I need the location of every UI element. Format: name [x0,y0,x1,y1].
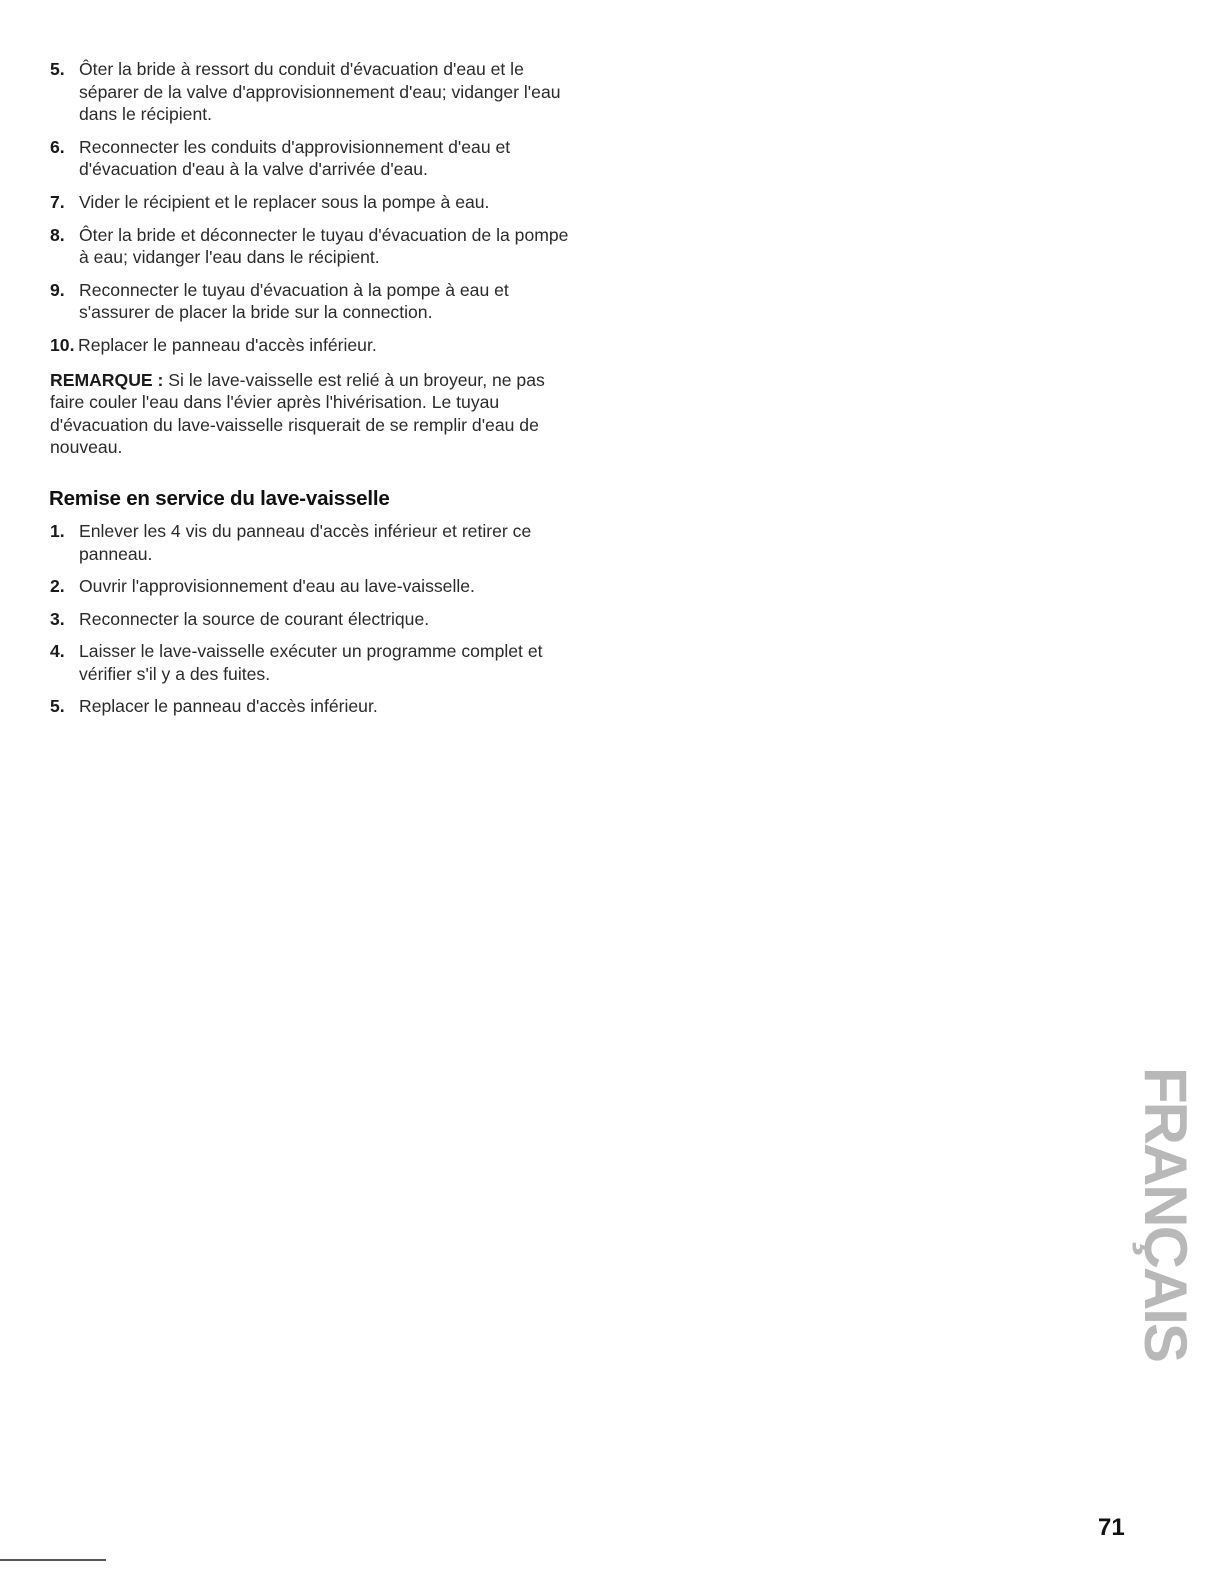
section-heading: Remise en service du lave-vaisselle [49,486,390,510]
step-text: Vider le récipient et le replacer sous la pompe à eau. [79,191,490,212]
page-number: 71 [1098,1514,1125,1541]
note-text: Si le lave-vaisselle est relié à un broyeur, ne pas faire couler l'eau dans l'évier après l'hivérisation. Le tuyau d'évacuation du lave-vaisselle risquerait de se remplir d'eau de nouveau. [50,369,545,458]
list-item [48,191,576,214]
list-item [48,224,576,269]
note-paragraph [50,369,576,459]
step-text: Replacer le panneau d'accès inférieur. [79,696,378,717]
list-item [48,695,576,718]
step-number: 10. [50,334,75,355]
step-number: 5. [50,59,65,79]
step-text: Laisser le lave-vaisselle exécuter un programme complet et vérifier s'il y a des fuites. [79,641,543,684]
language-tab-label: FRANÇAIS [1132,1067,1199,1361]
list-item [48,575,576,598]
list-item [48,334,576,357]
language-side-tab [1132,1067,1199,1361]
step-text: Replacer le panneau d'accès inférieur. [78,334,377,355]
step-text: Ôter la bride et déconnecter le tuyau d'évacuation de la pompe à eau; vidanger l'eau dans le récipient. [79,224,569,268]
step-text: Ôter la bride à ressort du conduit d'évacuation d'eau et le séparer de la valve d'approvisionnement d'eau; vidanger l'eau dans le récipient. [79,59,561,125]
step-text: Reconnecter le tuyau d'évacuation à la pompe à eau et s'assurer de placer la bride sur la connection. [79,279,509,323]
step-text: Enlever les 4 vis du panneau d'accès inférieur et retirer ce panneau. [79,520,532,564]
step-number: 2. [50,576,65,597]
list-item [48,520,576,565]
step-text: Reconnecter les conduits d'approvisionnement d'eau et d'évacuation d'eau à la valve d'arrivée d'eau. [79,136,511,180]
step-number: 1. [50,520,65,541]
steps-continued-list [48,58,576,357]
footer-divider [0,1559,106,1561]
step-text: Ouvrir l'approvisionnement d'eau au lave-vaisselle. [79,576,475,597]
step-number: 3. [50,608,65,629]
list-item [48,279,576,324]
step-number: 6. [50,136,65,157]
step-number: 7. [50,191,65,212]
step-number: 9. [50,279,65,300]
page-content [48,58,576,728]
list-item [48,640,576,685]
step-number: 4. [50,641,65,662]
step-text: Reconnecter la source de courant électrique. [79,608,430,629]
step-number: 5. [50,696,65,717]
section-steps-list [48,520,576,718]
note-label: REMARQUE : [50,369,164,390]
list-item [48,58,576,126]
list-item [48,136,576,181]
step-number: 8. [50,224,65,245]
list-item [48,608,576,631]
